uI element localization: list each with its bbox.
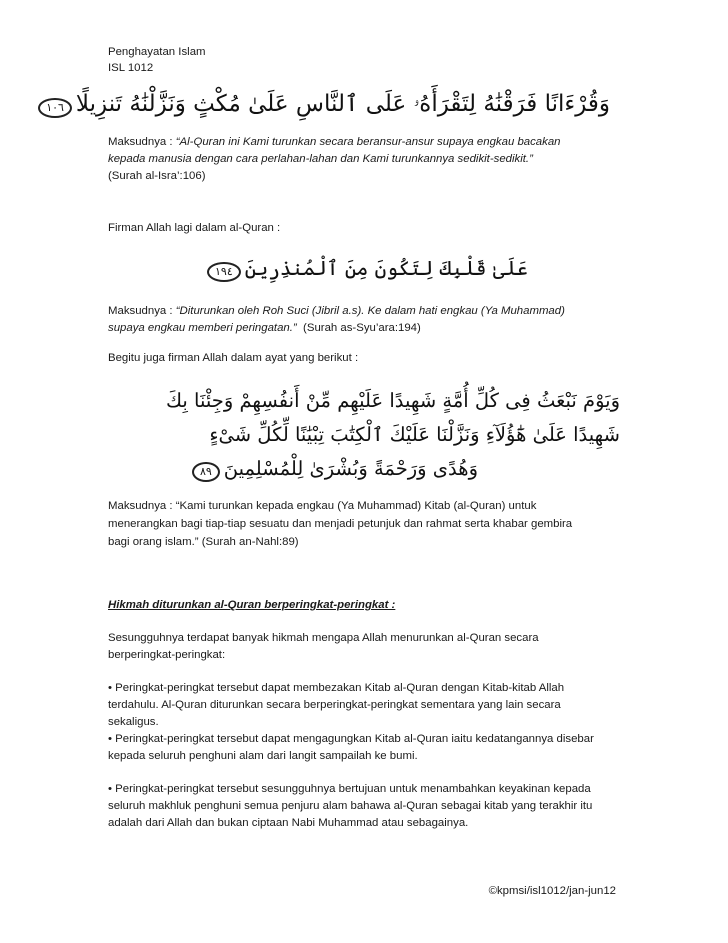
verse2-meaning-line1 (108, 303, 628, 320)
bullet2-line2: kepada seluruh penghuni alam dari langit sampailah ke bumi. (108, 750, 418, 762)
header-subject: Penghayatan Islam (108, 46, 206, 58)
header-code: ISL 1012 (108, 62, 154, 74)
verse3-arabic-line3 (188, 452, 478, 485)
verse3-arabic-text3: وَهُدًى وَرَحْمَةً وَبُشْرَىٰ لِلْمُسْلِمِينَ (223, 457, 478, 480)
verse2-meaning-line2 (108, 320, 628, 337)
bullet1-line3: sekaligus. (108, 716, 159, 728)
verse1-meaning-line2: kepada manusia dengan cara perlahan-lahan dan Kami turunkannya sedikit-sedikit.” (108, 153, 533, 165)
verse1-meaning-text: “Al-Quran ini Kami turunkan secara beransur-ansur supaya engkau bacakan (175, 136, 561, 148)
verse1-arabic (34, 84, 610, 124)
page-footer: ©kpmsi/isl1012/jan-jun12 (488, 885, 616, 897)
verse3-arabic-line1: وَيَوْمَ نَبْعَثُ فِى كُلِّ أُمَّةٍ شَهِيدًا عَلَيْهِم مِّنْ أَنفُسِهِمْ وَجِئْنَا بِكَ (166, 389, 620, 412)
verse3-meaning-line3: bagi orang islam.” (Surah an-Nahl:89) (108, 536, 299, 548)
verse2-meaning-text2: supaya engkau memberi peringatan.” (108, 322, 297, 334)
verse3-meaning-line2: menerangkan bagi tiap-tiap sesuatu dan menjadi petunjuk dan rahmat serta khabar gembira (108, 518, 573, 530)
verse2-reference: (Surah as-Syu’ara:194) (303, 322, 421, 334)
bullet3-line2: seluruh makhluk penghuni semua penjuru alam bahawa al-Quran sebagai kitab yang terakhir itu (108, 800, 593, 812)
verse3-meaning-line1: Maksudnya : “Kami turunkan kepada engkau (Ya Muhammad) Kitab (al-Quran) untuk (108, 500, 537, 512)
verse2-meaning-text: “Diturunkan oleh Roh Suci (Jibril a.s). Ke dalam hati engkau (Ya Muhammad) (175, 305, 565, 317)
bullet1-line1: • Peringkat-peringkat tersebut dapat membezakan Kitab al-Quran dengan Kitab-kitab Allah (108, 682, 565, 694)
verse2-meaning-prefix: Maksudnya : (108, 305, 176, 317)
verse3-number-marker: ٨٩ (192, 462, 220, 482)
verse2-arabic-text: عَلَىٰ قَلْبِكَ لِتَكُونَ مِنَ ٱلْمُنذِرِينَ (244, 256, 528, 280)
intro-firman: Firman Allah lagi dalam al-Quran : (108, 222, 281, 234)
verse2-arabic (203, 250, 528, 286)
verse1-reference: (Surah al-Isra’:106) (108, 170, 206, 182)
intro-ayat: Begitu juga firman Allah dalam ayat yang berikut : (108, 352, 359, 364)
bullet2-line1: • Peringkat-peringkat tersebut dapat mengagungkan Kitab al-Quran iaitu kedatangannya disebar (108, 733, 594, 745)
bullet3-line3: adalah dari Allah dan bukan ciptaan Nabi Muhammad atau sebagainya. (108, 817, 469, 829)
section-intro-line1: Sesungguhnya terdapat banyak hikmah mengapa Allah menurunkan al-Quran secara (108, 632, 539, 644)
verse1-arabic-text: وَقُرْءَانًا فَرَقْنَٰهُ لِتَقْرَأَهُۥ عَلَى ٱلنَّاسِ عَلَىٰ مُكْثٍ وَنَزَّلْنَٰهُ تَنزِيلًا (75, 91, 610, 117)
verse2-number-marker: ١٩٤ (207, 262, 241, 282)
section-heading: Hikmah diturunkan al-Quran berperingkat-peringkat : (108, 599, 396, 611)
bullet1-line2: terdahulu. Al-Quran diturunkan secara berperingkat-peringkat sementara yang lain secara (108, 699, 561, 711)
verse1-meaning-prefix: Maksudnya : (108, 136, 176, 148)
verse3-arabic-line2: شَهِيدًا عَلَىٰ هَٰٓؤُلَآءِ وَنَزَّلْنَا عَلَيْكَ ٱلْكِتَٰبَ تِبْيَٰنًا لِّكُلِّ شَىْءٍ (209, 423, 620, 446)
verse1-meaning-line1 (108, 134, 628, 151)
section-intro-line2: berperingkat-peringkat: (108, 649, 226, 661)
bullet3-line1: • Peringkat-peringkat tersebut sesungguhnya bertujuan untuk menambahkan keyakinan kepada (108, 783, 591, 795)
verse1-number-marker: ١٠٦ (38, 98, 72, 118)
